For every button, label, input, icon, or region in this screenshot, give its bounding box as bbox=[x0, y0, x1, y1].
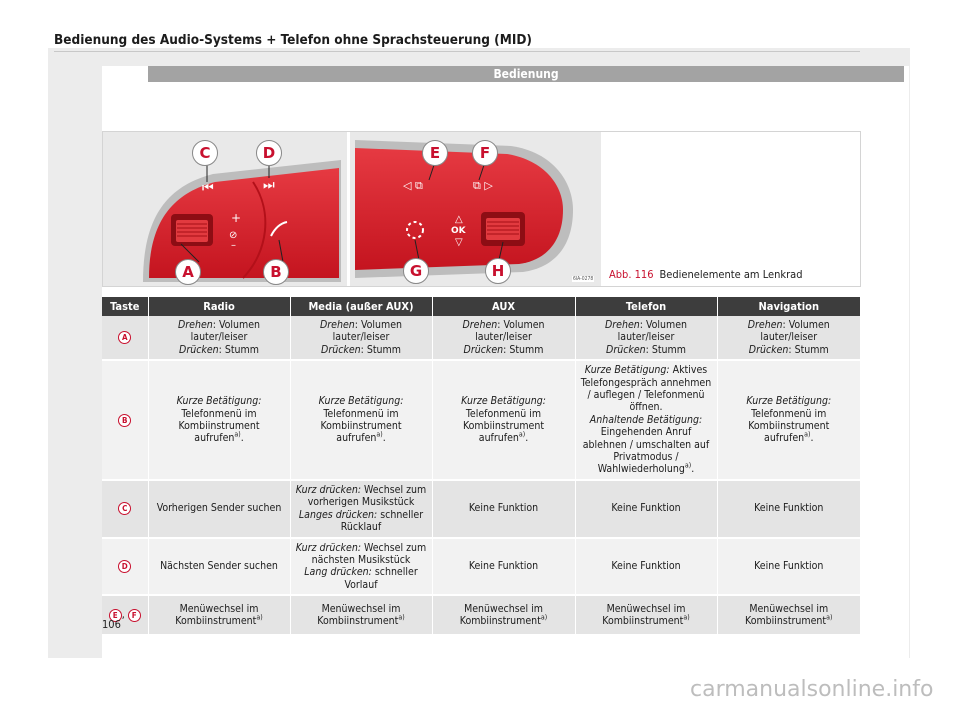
heading-rule bbox=[54, 51, 860, 52]
function-cell bbox=[432, 480, 575, 538]
svg-text:⊘: ⊘ bbox=[229, 230, 238, 241]
col-header: Navigation bbox=[717, 297, 860, 316]
cell-text: Menüwechsel im Kombiinstrument bbox=[745, 602, 829, 628]
cell-text: . bbox=[240, 432, 244, 445]
cell-text: Menüwechsel im Kombiinstrument bbox=[459, 602, 543, 628]
cell-text: schneller Rücklauf bbox=[340, 508, 424, 534]
col-header: Radio bbox=[148, 297, 290, 316]
cell-label: Drücken bbox=[179, 343, 219, 356]
function-cell bbox=[717, 316, 860, 360]
callout-f: F bbox=[472, 140, 498, 166]
cell-label: Drücken bbox=[321, 343, 361, 356]
cell-text: Wechsel zum vorherigen Musikstück bbox=[307, 483, 427, 509]
section-bar: Bedienung bbox=[148, 66, 904, 82]
col-header: Telefon bbox=[575, 297, 717, 316]
cell-text: Keine Funktion bbox=[611, 502, 681, 515]
controls-table bbox=[102, 297, 860, 636]
photo-divider bbox=[347, 132, 350, 286]
cell-text: : Volumen lauter/leiser bbox=[760, 319, 830, 344]
cell-text: : Volumen lauter/leiser bbox=[475, 319, 545, 344]
figure-number: Abb. 116 bbox=[609, 268, 654, 281]
cell-text: Keine Funktion bbox=[468, 502, 539, 515]
cell-text: Telefonmenü im Kombiinstrument aufrufen bbox=[178, 407, 260, 445]
cell-text: Eingehenden Anruf ablehnen / umschalten auf Privatmodus / Wahlwiederholung bbox=[582, 426, 710, 476]
table-row bbox=[102, 480, 860, 538]
cell-label: Drehen bbox=[747, 319, 783, 331]
svg-text:–: – bbox=[231, 240, 236, 251]
page-number: 106 bbox=[102, 618, 121, 631]
function-cell bbox=[148, 360, 290, 480]
function-cell bbox=[717, 538, 860, 596]
svg-text:▽: ▽ bbox=[455, 237, 463, 248]
cell-label: Kurz drücken: bbox=[295, 483, 362, 496]
footnote-marker: a) bbox=[684, 461, 692, 470]
callout-h: H bbox=[485, 258, 511, 284]
function-cell bbox=[432, 538, 575, 596]
cell-text: . bbox=[525, 432, 529, 445]
footnote-marker: a) bbox=[376, 430, 383, 439]
cell-text: Menüwechsel im Kombiinstrument bbox=[317, 602, 401, 628]
key-badge: A bbox=[118, 331, 131, 344]
key-badge: F bbox=[128, 609, 141, 622]
cell-text: Keine Funktion bbox=[468, 560, 539, 573]
cell-text: Telefonmenü im Kombiinstrument aufrufen bbox=[320, 407, 402, 445]
function-cell bbox=[148, 480, 290, 538]
cell-text: : Stumm bbox=[360, 343, 401, 356]
cell-label: Drehen bbox=[178, 319, 213, 331]
svg-text:⏭: ⏭ bbox=[263, 178, 275, 193]
function-cell bbox=[717, 360, 860, 480]
function-cell bbox=[717, 480, 860, 538]
steering-wheel-photo bbox=[103, 132, 601, 286]
function-cell bbox=[148, 595, 290, 635]
cell-label: Kurze Betätigung: bbox=[176, 395, 262, 408]
svg-text:⏮: ⏮ bbox=[202, 181, 214, 196]
page-heading: Bedienung des Audio-Systems + Telefon ohne Sprachsteuerung (MID) bbox=[54, 32, 532, 48]
function-cell bbox=[290, 595, 432, 635]
cell-text: : Volumen lauter/leiser bbox=[617, 319, 687, 344]
cell-text: . bbox=[382, 432, 386, 445]
cell-text: Menüwechsel im Kombiinstrument bbox=[602, 602, 686, 628]
cell-label: Kurze Betätigung: bbox=[318, 395, 404, 408]
svg-text:⧉ ▷: ⧉ ▷ bbox=[473, 179, 493, 192]
cell-text: : Stumm bbox=[503, 343, 544, 356]
cell-label: Kurze Betätigung: bbox=[584, 364, 670, 377]
figure bbox=[102, 131, 861, 287]
footnote-marker: a) bbox=[826, 613, 833, 622]
cell-label: Anhaltende Betätigung: bbox=[589, 413, 703, 426]
cell-label: Drücken bbox=[748, 343, 789, 356]
function-cell bbox=[575, 595, 717, 635]
cell-label: Drücken bbox=[606, 343, 646, 356]
callout-e: E bbox=[422, 140, 448, 166]
cell-text: : Volumen lauter/leiser bbox=[332, 319, 402, 344]
cell-label: Kurz drücken: bbox=[295, 541, 362, 554]
footnote-marker: a) bbox=[398, 613, 405, 622]
cell-text: : Stumm bbox=[788, 343, 829, 356]
cell-label: Drücken bbox=[463, 343, 504, 356]
function-cell bbox=[432, 360, 575, 480]
function-cell bbox=[432, 316, 575, 360]
key-cell bbox=[102, 538, 148, 596]
cell-label: Kurze Betätigung: bbox=[461, 395, 546, 408]
col-header: AUX bbox=[432, 297, 575, 316]
cell-text: Vorherigen Sender suchen bbox=[156, 502, 282, 515]
function-cell bbox=[290, 538, 432, 596]
function-cell bbox=[575, 360, 717, 480]
figure-caption-text: Bedienelemente am Lenkrad bbox=[659, 268, 803, 281]
col-header: Media (außer AUX) bbox=[290, 297, 432, 316]
key-badge: B bbox=[118, 414, 131, 427]
cell-text: Aktives Telefongespräch annehmen / auflegen / Telefonmenü öffnen. bbox=[580, 364, 712, 414]
footnote-marker: a) bbox=[518, 430, 526, 439]
function-cell bbox=[432, 595, 575, 635]
key-badge: C bbox=[118, 502, 131, 515]
table-row bbox=[102, 595, 860, 635]
cell-text: Menüwechsel im Kombiinstrument bbox=[175, 602, 259, 628]
table-row bbox=[102, 538, 860, 596]
cell-text: : Volumen lauter/leiser bbox=[190, 319, 260, 344]
table-row bbox=[102, 316, 860, 360]
cell-text: Keine Funktion bbox=[611, 560, 681, 573]
cell-label: Langes drücken: bbox=[298, 508, 378, 521]
key-cell bbox=[102, 480, 148, 538]
footnote-marker: a) bbox=[256, 613, 263, 622]
footnote-marker: a) bbox=[234, 430, 241, 439]
table-row bbox=[102, 360, 860, 480]
callout-d: D bbox=[256, 140, 282, 166]
function-cell bbox=[575, 480, 717, 538]
watermark: carmanualsonline.info bbox=[690, 677, 934, 702]
function-cell bbox=[290, 316, 432, 360]
cell-text: Keine Funktion bbox=[754, 502, 824, 515]
key-badge: D bbox=[118, 560, 131, 573]
cell-label: Drehen bbox=[605, 319, 640, 331]
svg-text:◁ ⧉: ◁ ⧉ bbox=[403, 179, 423, 192]
cell-label: Kurze Betätigung: bbox=[746, 395, 832, 408]
figure-caption bbox=[609, 268, 803, 281]
cell-text: Wechsel zum nächsten Musikstück bbox=[311, 541, 427, 566]
function-cell bbox=[575, 316, 717, 360]
cell-text: Telefonmenü im Kombiinstrument aufrufen bbox=[748, 407, 830, 445]
svg-text:△: △ bbox=[455, 214, 463, 225]
callout-b: B bbox=[263, 259, 289, 285]
function-cell bbox=[290, 480, 432, 538]
cell-label: Drehen bbox=[320, 319, 355, 331]
cell-text: . bbox=[691, 463, 695, 476]
cell-label: Drehen bbox=[462, 319, 498, 331]
footnote-marker: a) bbox=[540, 613, 548, 622]
cell-text: Telefonmenü im Kombiinstrument aufrufen bbox=[462, 407, 545, 445]
key-separator: , bbox=[121, 608, 128, 621]
function-cell bbox=[717, 595, 860, 635]
col-header: Taste bbox=[102, 297, 148, 316]
function-cell bbox=[575, 538, 717, 596]
cell-text: Keine Funktion bbox=[754, 560, 824, 573]
svg-text:OK: OK bbox=[451, 226, 466, 236]
key-cell bbox=[102, 360, 148, 480]
callout-g: G bbox=[403, 258, 429, 284]
footnote-marker: a) bbox=[804, 430, 811, 439]
function-cell bbox=[148, 538, 290, 596]
cell-text: . bbox=[810, 432, 814, 445]
function-cell bbox=[290, 360, 432, 480]
table-header-row bbox=[102, 297, 860, 316]
cell-text: : Stumm bbox=[645, 343, 686, 356]
cell-text: : Stumm bbox=[218, 343, 259, 356]
cell-text: Nächsten Sender suchen bbox=[160, 560, 278, 573]
callout-c: C bbox=[192, 140, 218, 166]
footnote-marker: a) bbox=[683, 613, 690, 622]
svg-text:+: + bbox=[231, 211, 242, 225]
key-cell bbox=[102, 316, 148, 360]
function-cell bbox=[148, 316, 290, 360]
cell-label: Lang drücken: bbox=[304, 566, 372, 579]
key-badge: E bbox=[109, 609, 122, 622]
callout-a: A bbox=[175, 259, 201, 285]
cell-text: schneller Vorlauf bbox=[344, 566, 418, 591]
image-code: 6IA-0278 bbox=[573, 276, 594, 282]
